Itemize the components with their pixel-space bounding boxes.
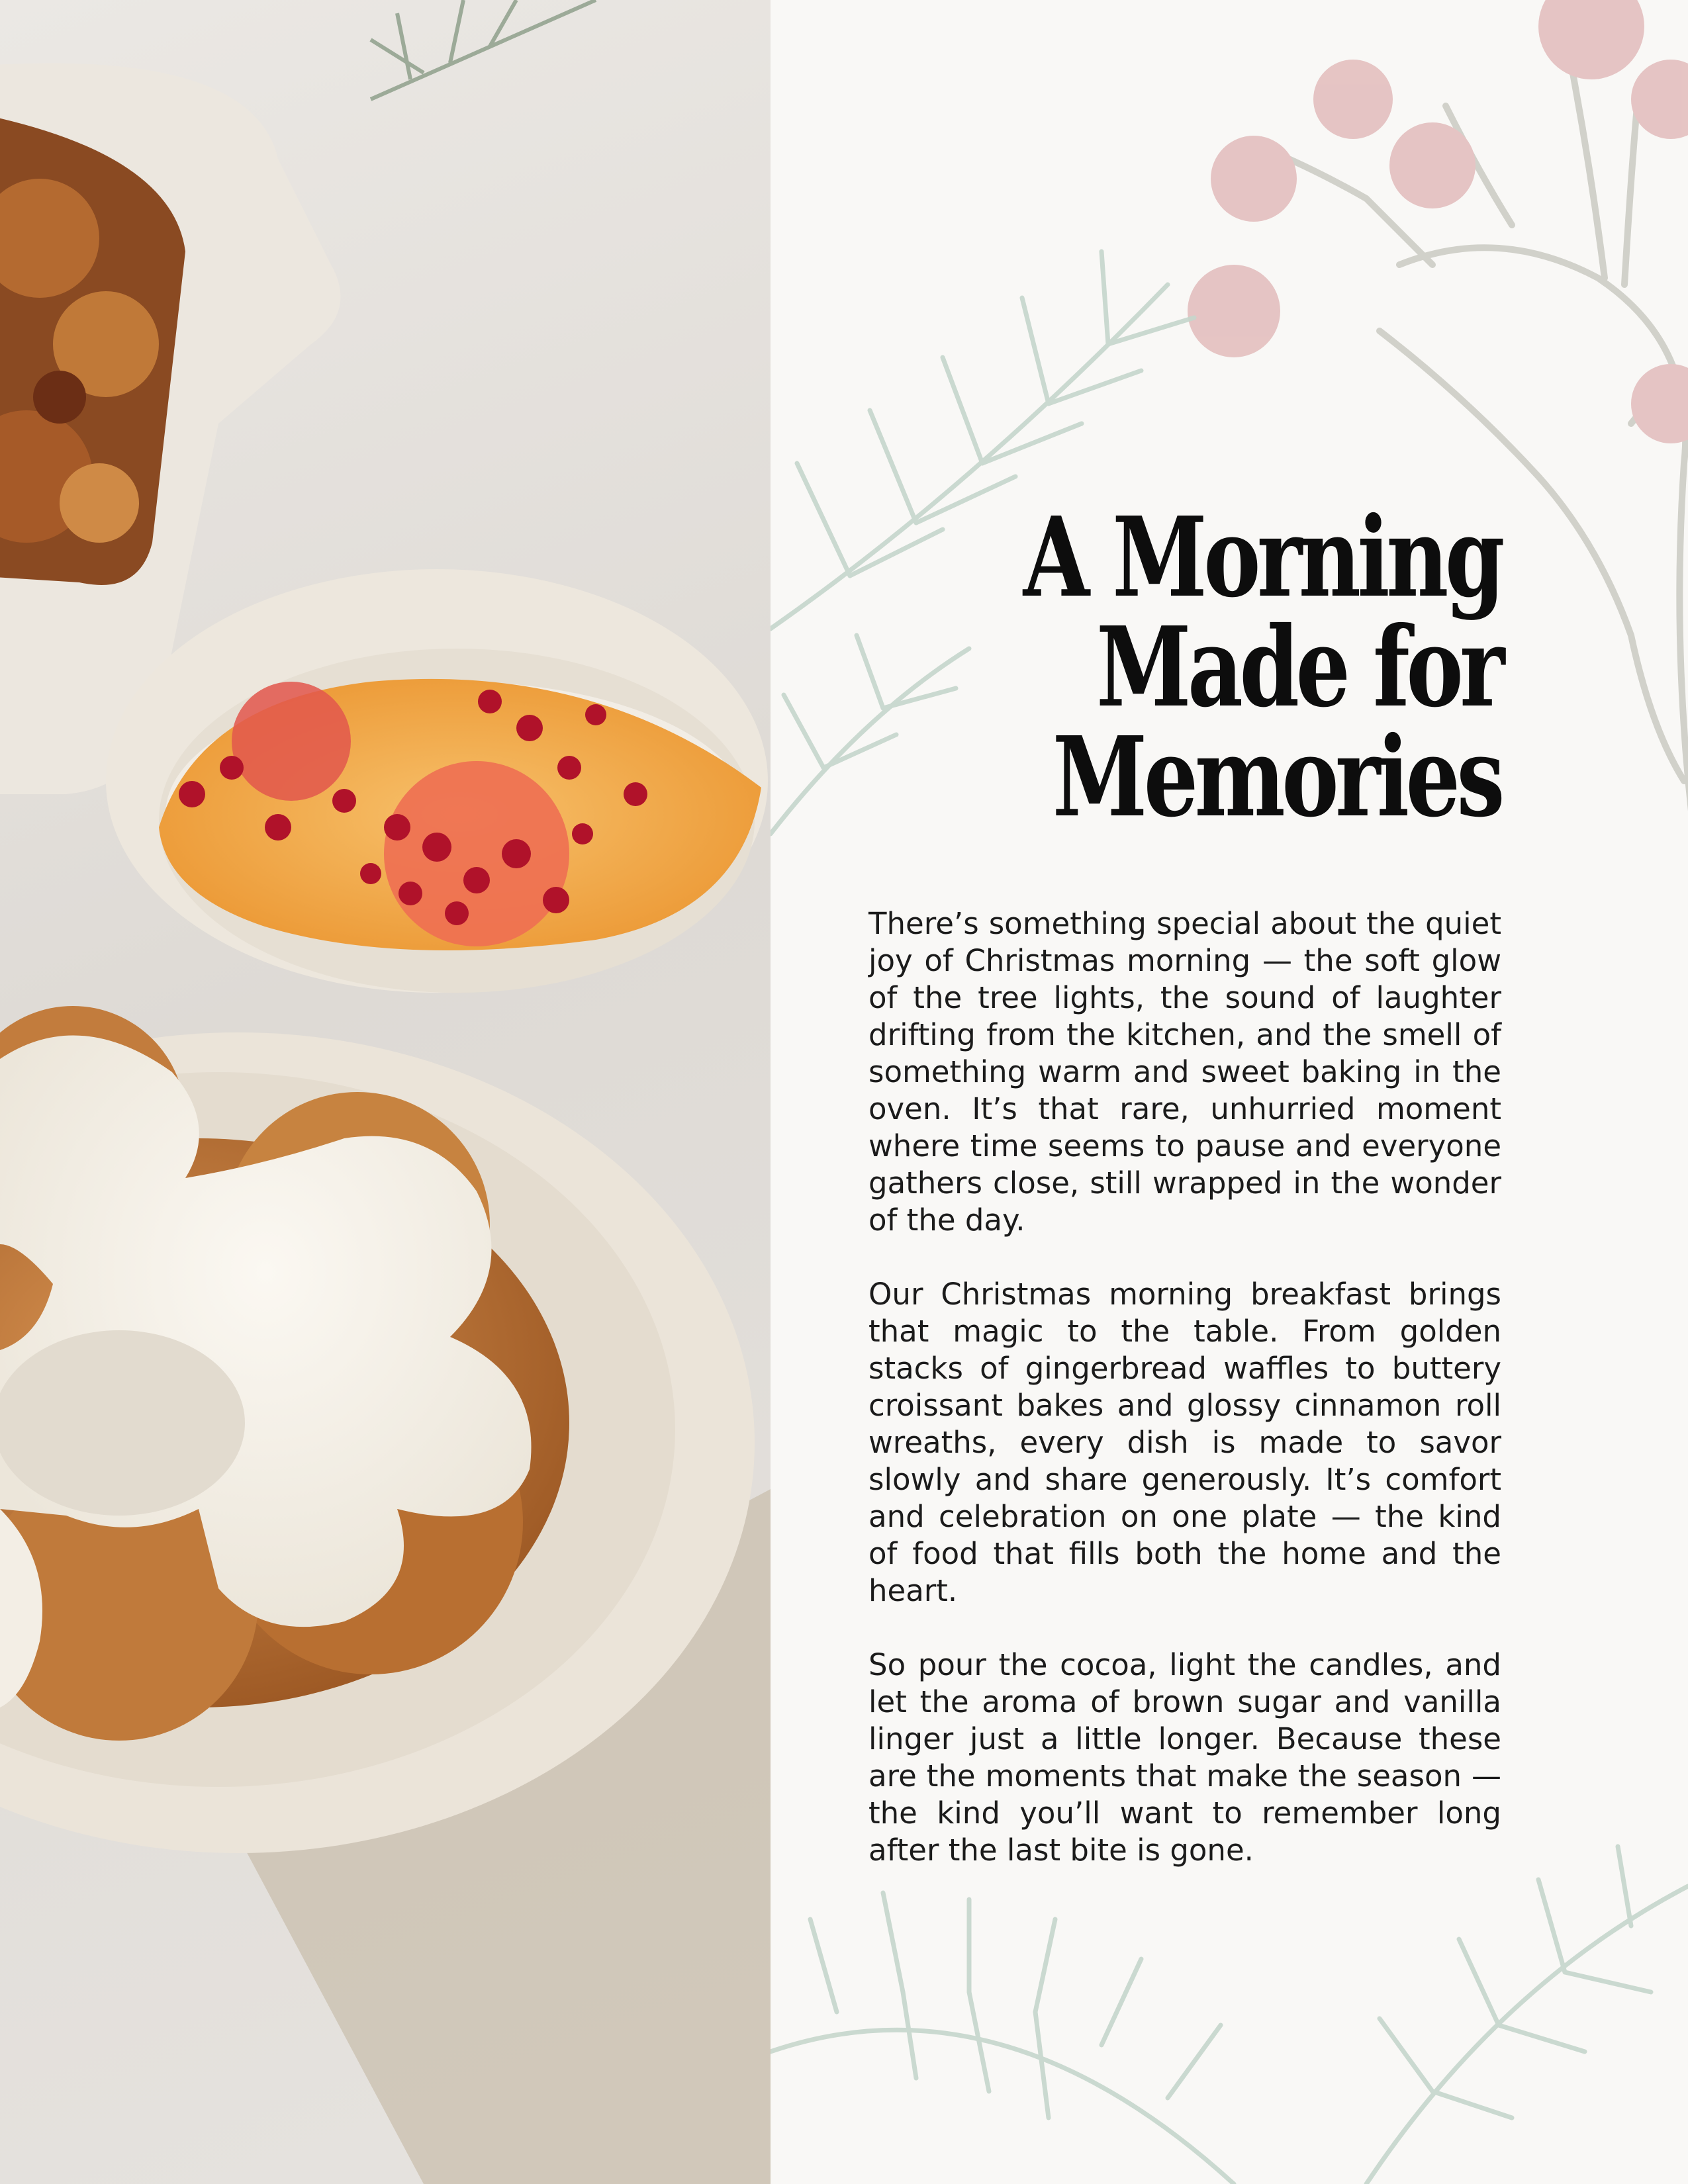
title-line: Memories [1052,713,1501,842]
fruit-bowl [106,569,768,993]
article-panel [771,0,1688,2184]
pine-sprig-image [371,0,596,99]
body-paragraph: So pour the cocoa, light the candles, and let the aroma of brown sugar and vanilla linger just a little longer. Because these are the moments that make the season — the kind you’ll want to remember long after the last bite is gone. [868,1647,1501,1868]
food-photo [0,0,771,2184]
body-paragraph: Our Christmas morning breakfast brings that magic to the table. From golden stacks of gingerbread waffles to buttery croissant bakes and glossy cinnamon roll wreaths, every dish is made to savor slowly and share generously. It’s comfort and celebration on one plate — the kind of food that fills both the home and the heart. [868,1277,1501,1608]
page-title [985,493,1501,842]
article-body [868,905,1501,1906]
title-line: Made for [1096,603,1501,732]
title-line: A Morning [1023,493,1501,622]
body-paragraph: There’s something special about the quiet joy of Christmas morning — the soft glow of the tree lights, the sound of laughter drifting from the kitchen, and the smell of something warm and sweet baking in the oven. It’s that rare, unhurried moment where time seems to pause and everyone gathers close, still wrapped in the wonder of the day. [868,906,1501,1238]
